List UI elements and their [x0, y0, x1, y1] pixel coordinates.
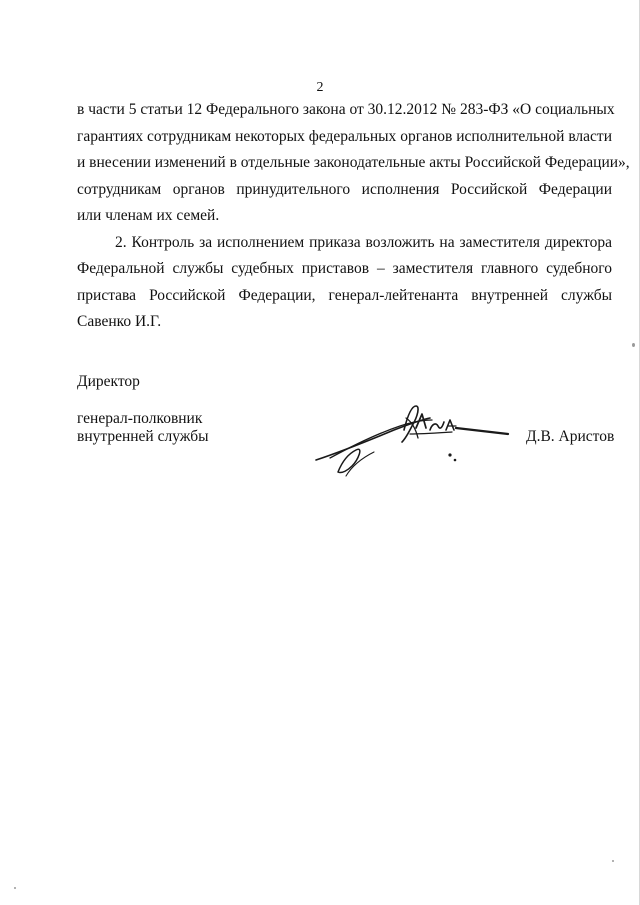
paragraph-1-line: гарантиях сотрудникам некоторых федеральных органов исполнительной власти	[77, 127, 612, 145]
rank-line-1: генерал-полковник	[77, 410, 203, 427]
position-title: Директор	[77, 373, 140, 390]
signer-name: Д.В. Аристов	[526, 428, 615, 445]
scan-speck	[14, 887, 16, 889]
document-body	[77, 97, 630, 336]
paragraph-1-line: и внесении изменений в отдельные законодательные акты Российской Федерации»,	[77, 154, 630, 171]
paragraph-2-line: пристава Российской Федерации, генерал-лейтенанта внутренней службы	[77, 286, 612, 304]
paragraph-1-line: или членам их семей.	[77, 207, 220, 224]
paragraph-1-line: в части 5 статьи 12 Федерального закона от 30.12.2012 № 283-ФЗ «О социальных	[77, 101, 615, 118]
paragraph-1	[77, 97, 630, 230]
scan-speck	[632, 343, 635, 347]
paragraph-2-line: 2. Контроль за исполнением приказа возложить на заместителя директора	[115, 233, 612, 251]
page-number: 2	[316, 80, 324, 95]
paragraph-2-line: Федеральной службы судебных приставов – заместителя главного судебного	[77, 260, 612, 277]
paragraph-2	[77, 230, 612, 336]
paragraph-1-line: сотрудникам органов принудительного исполнения Российской Федерации	[77, 180, 612, 198]
scan-speck	[612, 860, 614, 862]
handwritten-signature	[312, 400, 512, 480]
rank-line-2: внутренней службы	[77, 428, 209, 445]
paragraph-2-line: Савенко И.Г.	[77, 313, 162, 330]
